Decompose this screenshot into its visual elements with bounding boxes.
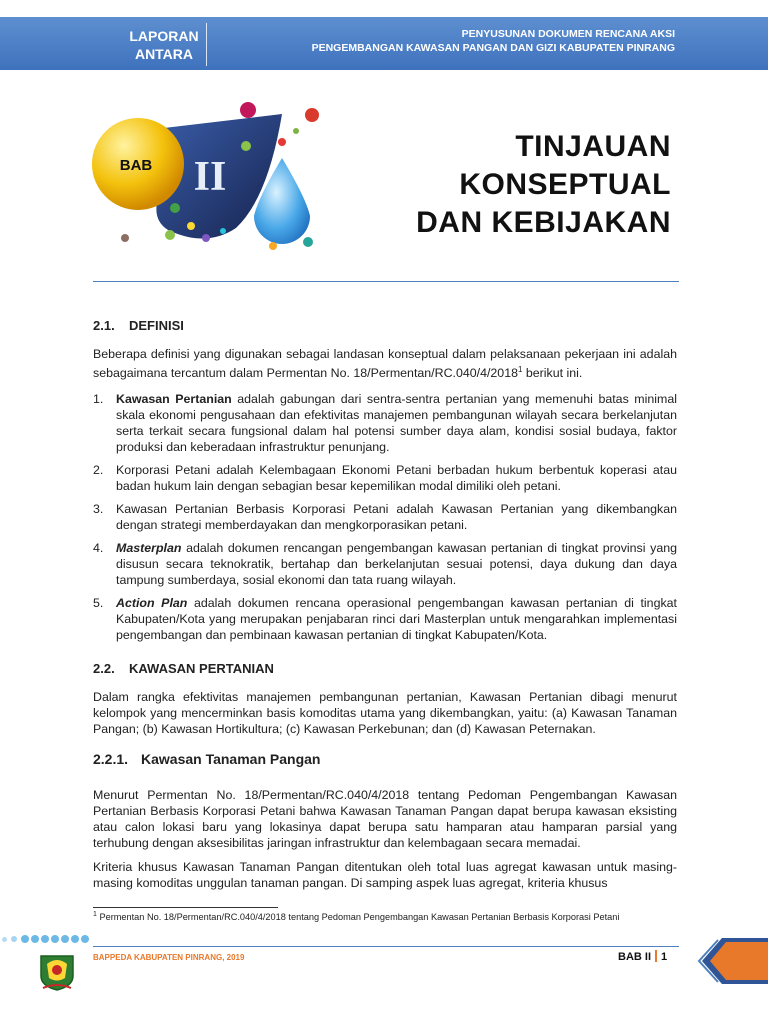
intro-text: Beberapa definisi yang digunakan sebagai landasan konseptual dalam pelaksanaan pekerjaan ini adalah sebagaimana tercantum dalam Permentan No. 18/Permentan/RC.040/4/2018 bbox=[93, 347, 677, 381]
document-title bbox=[312, 27, 675, 55]
footnote bbox=[93, 911, 619, 922]
bubble bbox=[241, 141, 251, 151]
document-title-line1: PENYUSUNAN DOKUMEN RENCANA AKSI bbox=[461, 28, 675, 40]
bubble bbox=[220, 228, 226, 234]
item-text: Korporasi Petani adalah Kelembagaan Ekonomi Petani berbadan hukum berbentuk koperasi atau badan hukum lain dengan sebagian besar kepemilikan modal dimiliki oleh petani. bbox=[116, 463, 677, 494]
list-item bbox=[93, 391, 677, 455]
section-2-2-paragraph: Dalam rangka efektivitas manajemen pembangunan pertanian, Kawasan Pertanian dibagi menurut kelompok yang mencerminkan basis komoditas utama yang dikembangkan, yaitu: (a) Kawasan Tanaman Pangan; (b) Kawasan Hortikultura; (c) Kawasan Perkebunan; dan (d) Kawasan Peternakan. bbox=[93, 690, 677, 737]
footnote-number: 1 bbox=[93, 911, 97, 918]
footer-page: 1 bbox=[661, 951, 668, 963]
section-title: KAWASAN PERTANIAN bbox=[129, 661, 274, 677]
list-item bbox=[93, 540, 677, 588]
list-item bbox=[93, 501, 677, 533]
footer-chapter: BAB II bbox=[618, 951, 651, 963]
bubble bbox=[305, 108, 319, 122]
intro-tail: berikut ini. bbox=[522, 366, 583, 381]
chapter-title-line2: KONSEPTUAL bbox=[459, 168, 671, 201]
regency-crest-icon bbox=[37, 952, 77, 992]
item-term: Masterplan bbox=[116, 541, 182, 556]
section-heading-2-2-1 bbox=[93, 751, 677, 767]
footnote-rule bbox=[93, 907, 278, 908]
chapter-title bbox=[416, 128, 671, 242]
chapter-title-line1: TINJAUAN bbox=[515, 130, 671, 163]
section-number: 2.1. bbox=[93, 318, 115, 333]
section-2-2-1-paragraph-1: Menurut Permentan No. 18/Permentan/RC.040/4/2018 tentang Pedoman Pengembangan Kawasan Pertanian Berbasis Korporasi Petani bahwa Kawasan Tanaman Pangan dapat berupa kawasan eksisting atau calon lokasi baru yang lokasinya dapat berupa satu hamparan atau hamparan parsial yang terhubung dengan aksesibilitas jaringan infrastruktur dan kelembagaan secara memadai. bbox=[93, 788, 677, 851]
list-item bbox=[93, 595, 677, 643]
bubble bbox=[278, 138, 286, 146]
bab-label: BAB bbox=[119, 157, 153, 174]
definitions-list bbox=[93, 391, 677, 643]
bubble bbox=[303, 237, 313, 247]
bubble bbox=[165, 230, 175, 240]
bubble bbox=[269, 242, 277, 250]
title-rule bbox=[93, 281, 679, 282]
bubble bbox=[121, 234, 129, 242]
chapter-logo bbox=[86, 88, 346, 258]
item-term: Kawasan Pertanian bbox=[116, 392, 232, 407]
page-number bbox=[618, 950, 667, 963]
item-text: adalah gabungan dari sentra-sentra pertanian yang memenuhi batas minimal skala ekonomi pengusahaan dan efektivitas manajemen pembangunan wilayah secara berkelanjutan serta terkait secara fungsional dalam hal potensi sumber daya alam, kondisi sosial budaya, faktor produksi dan keberadaan infrastruktur penunjang. bbox=[116, 392, 677, 455]
report-type-line1: LAPORAN bbox=[129, 28, 199, 44]
bubble bbox=[187, 222, 195, 230]
item-number: 1. bbox=[93, 392, 104, 407]
chapter-numeral: II bbox=[193, 154, 227, 200]
item-text: Kawasan Pertanian Berbasis Korporasi Petani adalah Kawasan Pertanian yang dikembangkan dengan strategi memberdayakan dan mengkorporasikan petani. bbox=[116, 502, 677, 533]
section-title: Kawasan Tanaman Pangan bbox=[141, 751, 321, 768]
item-term: Action Plan bbox=[116, 596, 188, 611]
item-text: adalah dokumen rencana operasional pengembangan kawasan pertanian di tingkat Kabupaten/Kota yang merupakan penjabaran rinci dari Masterplan untuk mengarahkan implementasi pengembangan dan pembinaan kawasan pertanian di tingkat Kabupaten/Kota. bbox=[116, 596, 677, 643]
footer-arrow-decoration bbox=[682, 938, 768, 984]
chapter-title-line3: DAN KEBIJAKAN bbox=[416, 206, 671, 239]
definitions-intro bbox=[93, 346, 677, 381]
bubble bbox=[240, 102, 256, 118]
section-2-2-1-paragraph-2: Kriteria khusus Kawasan Tanaman Pangan ditentukan oleh total luas agregat kawasan untuk masing-masing komoditas unggulan tanaman pangan. Di samping aspek luas agregat, kriteria khusus bbox=[93, 860, 677, 891]
item-number: 3. bbox=[93, 502, 104, 517]
page-content bbox=[93, 318, 677, 899]
item-text: adalah dokumen rencangan pengembangan kawasan pertanian di tingkat provinsi yang disusun secara teknokratik, bertahap dan berkelanjutan sesuai potensi, daya dukung dan daya tampung sumberdaya, sosial ekonomi dan tata ruang wilayah. bbox=[116, 541, 677, 588]
section-number: 2.2.1. bbox=[93, 751, 129, 768]
page-number-separator bbox=[655, 950, 657, 962]
section-title: DEFINISI bbox=[129, 318, 184, 333]
bubble bbox=[170, 203, 180, 213]
bubble bbox=[293, 128, 299, 134]
header-divider bbox=[206, 23, 207, 66]
footnote-ref: 1 bbox=[517, 365, 523, 374]
list-item bbox=[93, 462, 677, 494]
section-heading-2-1 bbox=[93, 318, 677, 334]
report-type bbox=[128, 27, 200, 63]
footer-organization: BAPPEDA KABUPATEN PINRANG, 2019 bbox=[93, 953, 245, 962]
footer-rule bbox=[93, 946, 679, 947]
item-number: 2. bbox=[93, 463, 104, 478]
footnote-text: Permentan No. 18/Permentan/RC.040/4/2018 tentang Pedoman Pengembangan Kawasan Pertanian Berbasis Korporasi Petani bbox=[96, 912, 620, 923]
bubble bbox=[202, 234, 210, 242]
section-heading-2-2 bbox=[93, 661, 677, 677]
item-number: 5. bbox=[93, 596, 104, 611]
report-type-line2: ANTARA bbox=[134, 46, 194, 62]
page-header bbox=[0, 17, 768, 70]
section-number: 2.2. bbox=[93, 661, 115, 677]
item-number: 4. bbox=[93, 541, 104, 556]
document-title-line2: PENGEMBANGAN KAWASAN PANGAN DAN GIZI KABUPATEN PINRANG bbox=[311, 42, 675, 54]
